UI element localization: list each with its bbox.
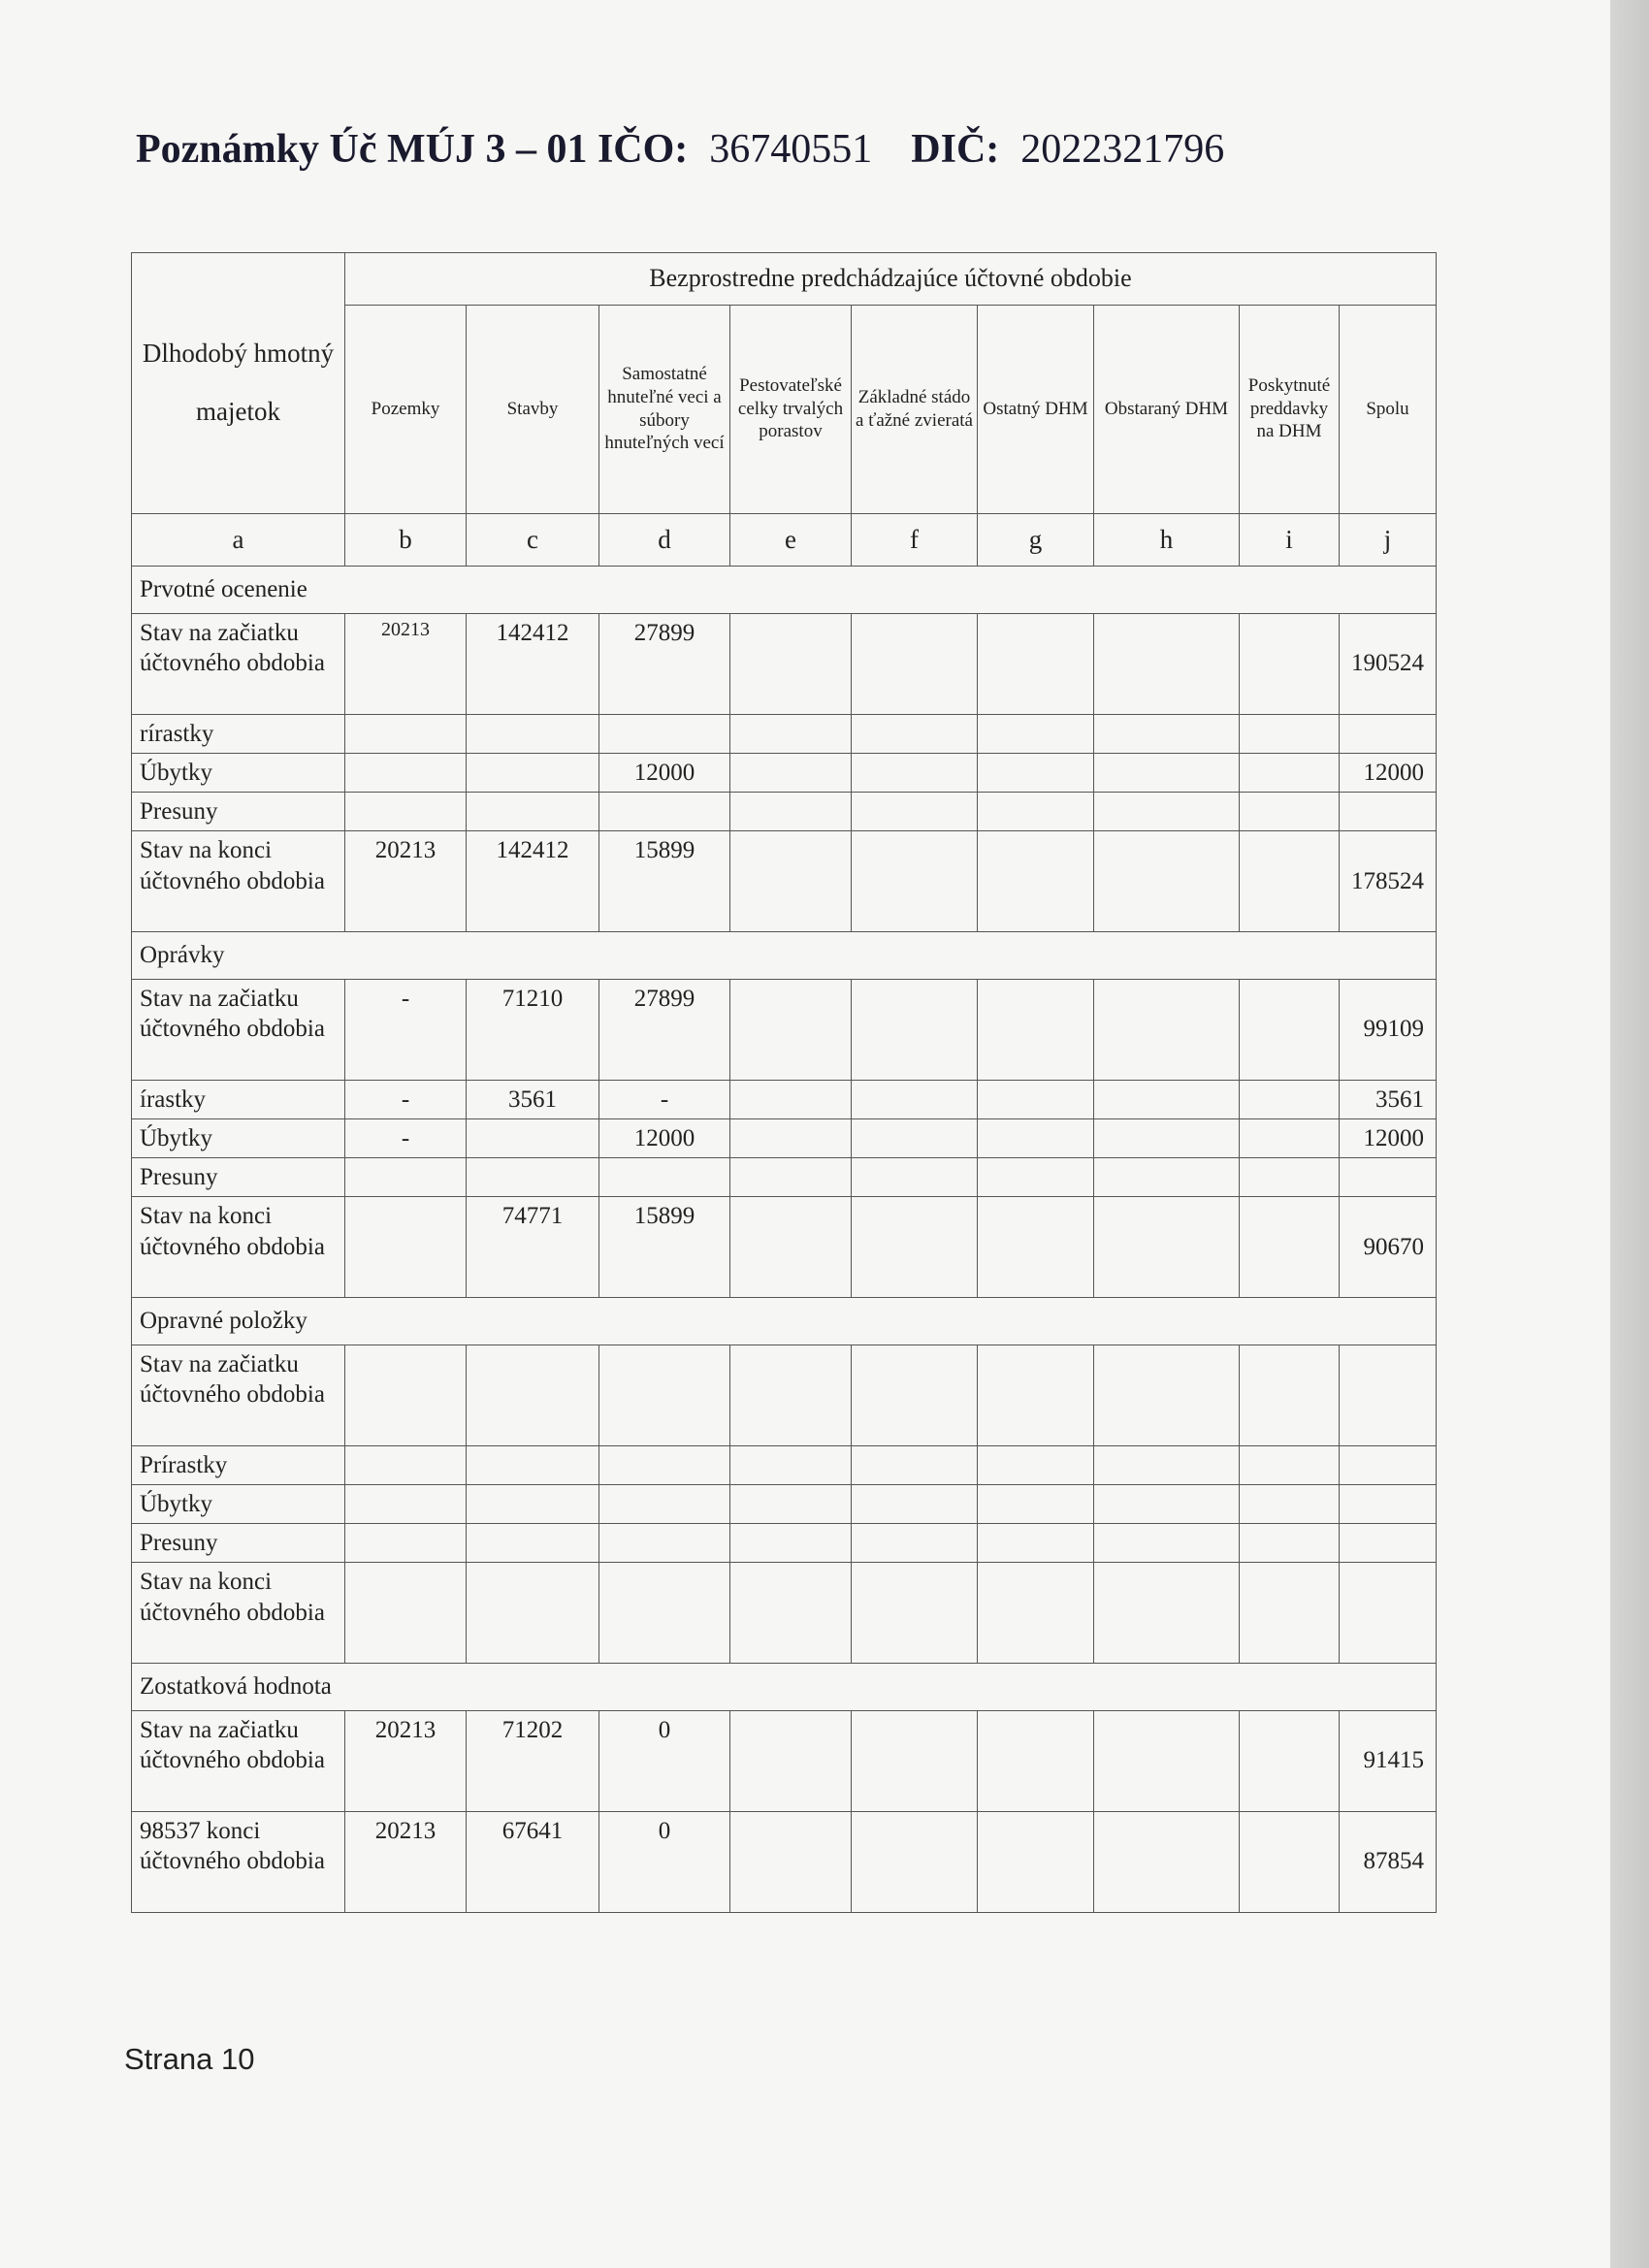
- cell-c: [467, 793, 599, 831]
- table-row: [132, 1445, 1437, 1484]
- cell-b: [345, 1563, 467, 1664]
- cell-b: [345, 1158, 467, 1197]
- cell-b: 20213: [345, 613, 467, 714]
- row-label: Prírastky: [132, 1445, 345, 1484]
- section-title: Opravné položky: [132, 1298, 1437, 1345]
- row-label: Úbytky: [132, 753, 345, 792]
- asset-table: [131, 252, 1437, 1913]
- cell-j: [1340, 1445, 1437, 1484]
- cell-c: [467, 1524, 599, 1563]
- first-col-header: Dlhodobý hmotný majetok: [132, 253, 345, 514]
- cell-c: 74771: [467, 1197, 599, 1298]
- cell-d: [599, 1563, 730, 1664]
- section-title: Oprávky: [132, 932, 1437, 979]
- cell-c: 67641: [467, 1811, 599, 1912]
- cell-d: [599, 1158, 730, 1197]
- row-label: Stav na začiatku účtovného obdobia: [132, 979, 345, 1080]
- table-row: [132, 979, 1437, 1080]
- cell-j: 3561: [1340, 1080, 1437, 1118]
- table-row: [132, 613, 1437, 714]
- cell-c: 71202: [467, 1710, 599, 1811]
- row-label: Presuny: [132, 1524, 345, 1563]
- cell-b: [345, 793, 467, 831]
- row-label: Úbytky: [132, 1484, 345, 1523]
- cell-d: 15899: [599, 831, 730, 932]
- cell-b: 20213: [345, 1710, 467, 1811]
- row-label: Úbytky: [132, 1118, 345, 1157]
- row-label: Stav na začiatku účtovného obdobia: [132, 613, 345, 714]
- cell-d: 12000: [599, 1118, 730, 1157]
- row-label: Stav na konci účtovného obdobia: [132, 1197, 345, 1298]
- cell-j: 12000: [1340, 1118, 1437, 1157]
- col-letter: f: [852, 513, 978, 567]
- ico-value: 36740551: [709, 127, 873, 172]
- cell-j: [1340, 1484, 1437, 1523]
- cell-j: [1340, 1563, 1437, 1664]
- cell-j: 190524: [1340, 613, 1437, 714]
- table-row: [132, 1118, 1437, 1157]
- col-header-obstarany: Obstaraný DHM: [1094, 305, 1240, 513]
- cell-d: [599, 1345, 730, 1445]
- cell-j: 178524: [1340, 831, 1437, 932]
- col-header-stavby: Stavby: [467, 305, 599, 513]
- cell-j: [1340, 714, 1437, 753]
- cell-c: [467, 1345, 599, 1445]
- table-row: [132, 831, 1437, 932]
- cell-j: [1340, 1345, 1437, 1445]
- col-header-samostatne: Samostatné hnuteľné veci a súbory hnuteľných vecí: [599, 305, 730, 513]
- table-row: [132, 1484, 1437, 1523]
- col-letter: g: [978, 513, 1094, 567]
- cell-j: 90670: [1340, 1197, 1437, 1298]
- row-label: Stav na konci účtovného obdobia: [132, 1563, 345, 1664]
- row-label: 98537 konci účtovného obdobia: [132, 1811, 345, 1912]
- cell-j: 87854: [1340, 1811, 1437, 1912]
- cell-b: 20213: [345, 1811, 467, 1912]
- col-letter: i: [1240, 513, 1340, 567]
- col-letter: c: [467, 513, 599, 567]
- cell-b: -: [345, 1080, 467, 1118]
- dic-label: DIČ:: [911, 127, 1000, 172]
- col-header-ostatny: Ostatný DHM: [978, 305, 1094, 513]
- table-row: [132, 1080, 1437, 1118]
- cell-d: 0: [599, 1710, 730, 1811]
- cell-c: [467, 1563, 599, 1664]
- cell-d: [599, 793, 730, 831]
- row-label: Stav na začiatku účtovného obdobia: [132, 1345, 345, 1445]
- cell-j: [1340, 1158, 1437, 1197]
- row-label: Stav na začiatku účtovného obdobia: [132, 1710, 345, 1811]
- cell-b: [345, 1345, 467, 1445]
- col-letter: d: [599, 513, 730, 567]
- cell-b: 20213: [345, 831, 467, 932]
- table-row: [132, 1563, 1437, 1664]
- cell-b: [345, 1445, 467, 1484]
- row-label: Presuny: [132, 1158, 345, 1197]
- cell-d: [599, 714, 730, 753]
- row-label: rírastky: [132, 714, 345, 753]
- cell-b: [345, 1197, 467, 1298]
- page-label: Strana: [124, 2042, 213, 2076]
- section-title: Prvotné ocenenie: [132, 567, 1437, 613]
- dic-value: 2022321796: [1020, 127, 1225, 172]
- table-row: [132, 1811, 1437, 1912]
- row-label: Stav na konci účtovného obdobia: [132, 831, 345, 932]
- page-number-value: 10: [220, 2042, 255, 2076]
- cell-b: [345, 1524, 467, 1563]
- table-row: [132, 793, 1437, 831]
- page-number: [124, 2042, 254, 2077]
- cell-c: [467, 714, 599, 753]
- col-letter: j: [1340, 513, 1437, 567]
- cell-c: 142412: [467, 831, 599, 932]
- scan-edge: [1610, 0, 1649, 2268]
- cell-d: 27899: [599, 613, 730, 714]
- table-row: [132, 1197, 1437, 1298]
- cell-j: 91415: [1340, 1710, 1437, 1811]
- cell-j: [1340, 793, 1437, 831]
- col-header-pestovatelske: Pestovateľské celky trvalých porastov: [730, 305, 852, 513]
- cell-j: 99109: [1340, 979, 1437, 1080]
- cell-d: -: [599, 1080, 730, 1118]
- cell-c: 3561: [467, 1080, 599, 1118]
- row-label: Presuny: [132, 793, 345, 831]
- page-title: [136, 126, 1224, 173]
- col-header-spolu: Spolu: [1340, 305, 1437, 513]
- title-text: Poznámky Úč MÚJ 3 – 01 IČO:: [136, 127, 689, 172]
- row-label: írastky: [132, 1080, 345, 1118]
- cell-j: 12000: [1340, 753, 1437, 792]
- cell-d: 15899: [599, 1197, 730, 1298]
- period-header: Bezprostredne predchádzajúce účtovné obdobie: [345, 253, 1437, 306]
- cell-c: [467, 1445, 599, 1484]
- cell-c: [467, 1158, 599, 1197]
- table-row: [132, 1710, 1437, 1811]
- cell-c: [467, 753, 599, 792]
- cell-d: [599, 1484, 730, 1523]
- cell-d: 0: [599, 1811, 730, 1912]
- cell-c: 142412: [467, 613, 599, 714]
- table-row: [132, 1524, 1437, 1563]
- cell-b: [345, 753, 467, 792]
- cell-b: [345, 714, 467, 753]
- col-header-preddavky: Poskytnuté preddavky na DHM: [1240, 305, 1340, 513]
- col-letter: a: [132, 513, 345, 567]
- col-letter: b: [345, 513, 467, 567]
- col-letter: h: [1094, 513, 1240, 567]
- col-header-zakladne-stado: Základné stádo a ťažné zvieratá: [852, 305, 978, 513]
- cell-j: [1340, 1524, 1437, 1563]
- cell-c: [467, 1484, 599, 1523]
- cell-b: -: [345, 1118, 467, 1157]
- cell-d: [599, 1524, 730, 1563]
- cell-d: [599, 1445, 730, 1484]
- cell-d: 12000: [599, 753, 730, 792]
- cell-d: 27899: [599, 979, 730, 1080]
- section-title: Zostatková hodnota: [132, 1664, 1437, 1710]
- cell-b: [345, 1484, 467, 1523]
- table-row: [132, 753, 1437, 792]
- col-header-pozemky: Pozemky: [345, 305, 467, 513]
- cell-c: [467, 1118, 599, 1157]
- cell-b: -: [345, 979, 467, 1080]
- table-row: [132, 714, 1437, 753]
- table-row: [132, 1345, 1437, 1445]
- col-letter: e: [730, 513, 852, 567]
- cell-c: 71210: [467, 979, 599, 1080]
- table-row: [132, 1158, 1437, 1197]
